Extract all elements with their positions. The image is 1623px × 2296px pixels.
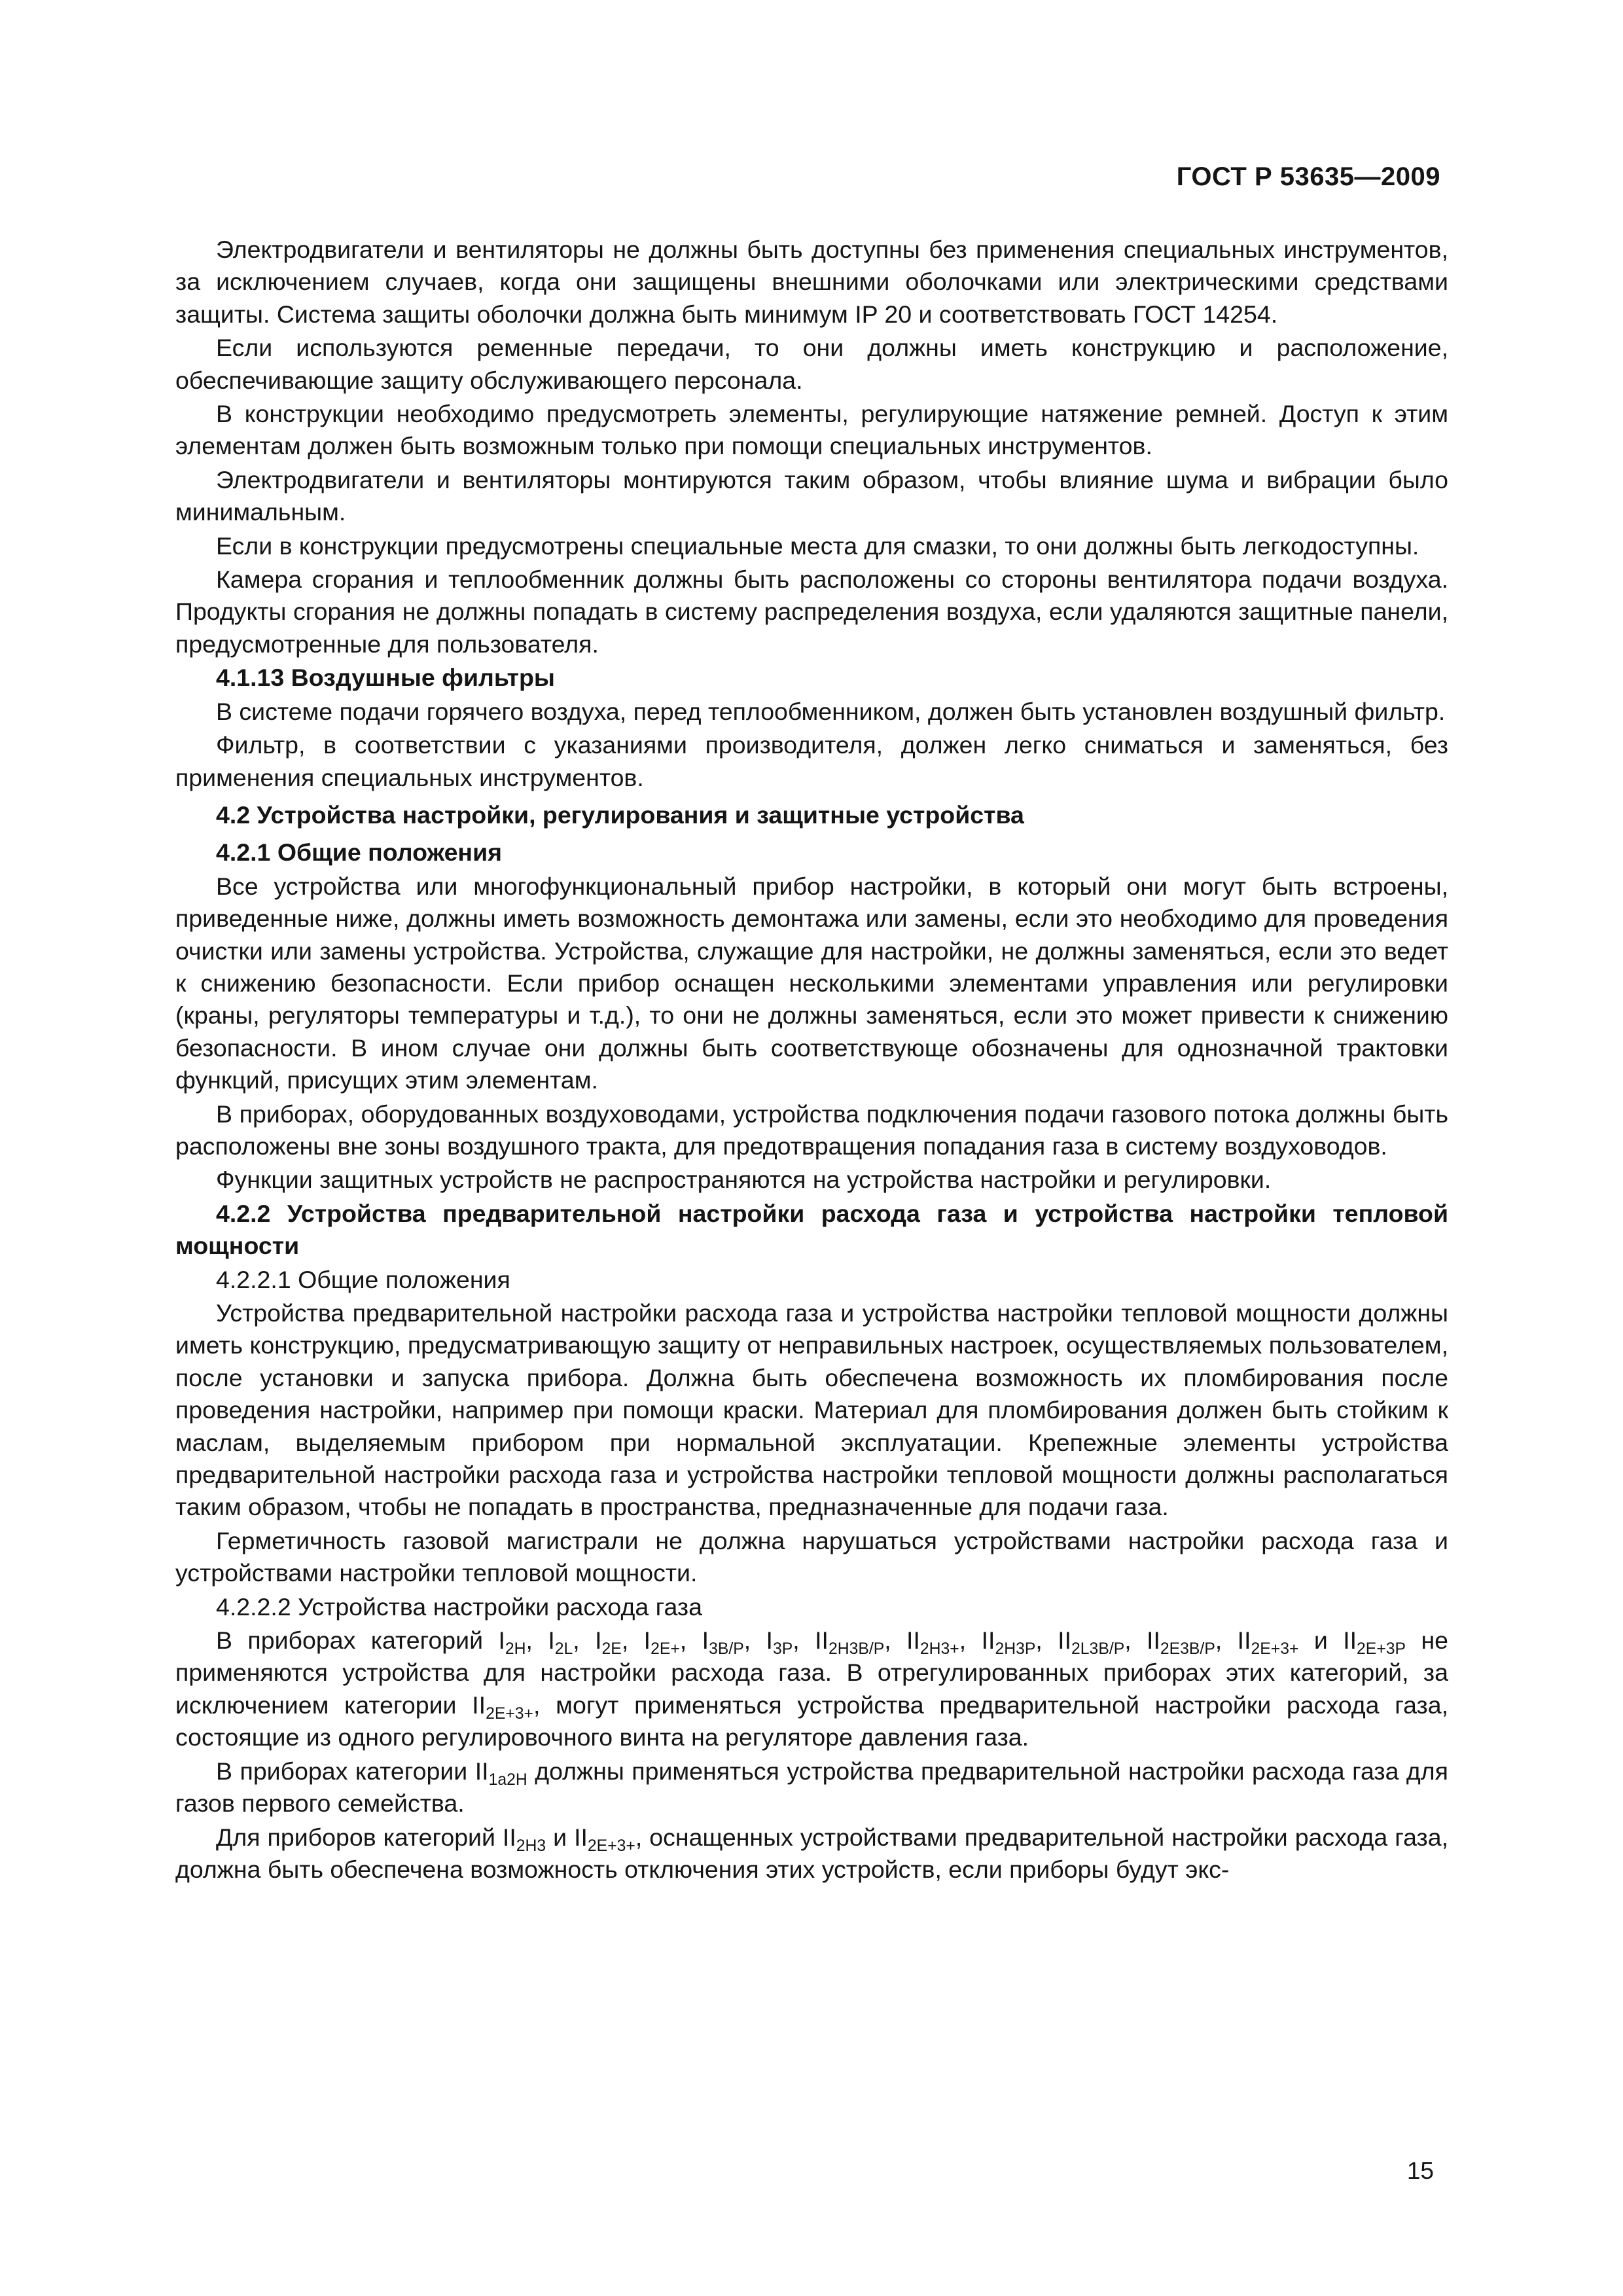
section-heading: 4.2.2 Устройства предварительной настройки расхода газа и устройства настройки тепловой мощности bbox=[175, 1199, 1448, 1260]
paragraph-with-subscripts: В приборах категорий $I_{2H}$, $I_{2L}$, $I_{2E}$, $I_{2E+}$, $I_{3B/P}$, $I_{3P}$, $II_{2H3B/P}$, $II_{2H3+}$, $II_{2H3P}$, $II_{2L3B/P}$, $II_{2E3B/P}$, $II_{2E+3+}$ и $II_{2E+3P}$ не применяются устройства для настройки расхода газа. В отрегулированных приборах этих категорий, за исключением категории $II_{2E+3+}$, могут применяться устройства предварительной настройки расхода газа, состоящие из одного регулировочного винта на регуляторе давления газа. bbox=[175, 1626, 1449, 1751]
paragraph: В конструкции необходимо предусмотреть элементы, регулирующие натяжение ремней. Доступ к этим элементам должен быть возможным только при помощи специальных инструментов. bbox=[175, 400, 1448, 460]
page-number: 15 bbox=[1406, 2157, 1434, 2184]
paragraph: Камера сгорания и теплообменник должны быть расположены со стороны вентилятора подачи воздуха. Продукты сгорания не должны попадать в систему распределения воздуха, если удаляются защитные панели, предусмотренные для пользователя. bbox=[175, 565, 1448, 658]
paragraph: Все устройства или многофункциональный прибор настройки, в который они могут быть встроены, приведенные ниже, должны иметь возможность демонтажа или замены, если это необходимо для проведения очистки или замены устройства. Устройства, служащие для настройки, не должны заменяться, если это ведет к снижению безопасности. Если прибор оснащен несколькими элементами управления или регулировки (краны, регуляторы температуры и т.д.), то они не должны заменяться, если это может привести к снижению безопасности. В ином случае они должны быть соответствующе обозначены для однозначной трактовки функций, присущих этим элементам. bbox=[175, 872, 1448, 1094]
paragraph-with-subscripts: В приборах категории $II_{1a2H}$ должны применяться устройства предварительной настройки расхода газа для газов первого семейства. bbox=[175, 1757, 1448, 1818]
paragraph: Если в конструкции предусмотрены специальные места для смазки, то они должны быть легкодоступны. bbox=[216, 531, 1419, 560]
paragraph: Герметичность газовой магистрали не должна нарушаться устройствами настройки расхода газа и устройствами настройки тепловой мощности. bbox=[175, 1526, 1448, 1587]
paragraph: Электродвигатели и вентиляторы монтируются таким образом, чтобы влияние шума и вибрации было минимальным. bbox=[175, 465, 1448, 526]
subsection-title: 4.2.2.2 Устройства настройки расхода газа bbox=[216, 1592, 702, 1621]
paragraph-with-subscripts: Для приборов категорий $II_{2H3}$ и $II_{2E+3+}$, оснащенных устройствами предварительной настройки расхода газа, должна быть обеспечена возможность отключения этих устройств, если приборы будут экс- bbox=[175, 1823, 1448, 1883]
paragraph: Электродвигатели и вентиляторы не должны быть доступны без применения специальных инструментов, за исключением случаев, когда они защищены внешними оболочками или электрическими средствами защиты. Система защиты оболочки должна быть минимум IP 20 и соответствовать ГОСТ 14254. bbox=[175, 236, 1448, 328]
paragraph: Фильтр, в соответствии с указаниями производителя, должен легко сниматься и заменяться, без применения специальных инструментов. bbox=[175, 731, 1448, 791]
paragraph: Функции защитных устройств не распространяются на устройства настройки и регулировки. bbox=[216, 1166, 1272, 1194]
subsection-title: 4.2.2.1 Общие положения bbox=[216, 1265, 510, 1293]
paragraph: В приборах, оборудованных воздуховодами, устройства подключения подачи газового потока должны быть расположены вне зоны воздушного тракта, для предотвращения попадания газа в систему воздуховодов. bbox=[175, 1100, 1448, 1160]
standard-designation: ГОСТ Р 53635—2009 bbox=[1176, 162, 1440, 191]
paragraph: Устройства предварительной настройки расхода газа и устройства настройки тепловой мощности должны иметь конструкцию, предусматривающую защиту от неправильных настроек, осуществляемых пользователем, после установки и запуска прибора. Должна быть обеспечена возможность их пломбирования после проведения настройки, например при помощи краски. Материал для пломбирования должен быть стойким к маслам, выделяемым прибором при нормальной эксплуатации. Крепежные элементы устройства предварительной настройки расхода газа и устройства настройки тепловой мощности должны располагаться таким образом, чтобы не попадать в пространства, предназначенные для подачи газа. bbox=[175, 1299, 1448, 1521]
section-heading: 4.2 Устройства настройки, регулирования и защитные устройства bbox=[216, 800, 1024, 829]
section-heading: 4.2.1 Общие положения bbox=[216, 838, 503, 867]
section-heading: 4.1.13 Воздушные фильтры bbox=[216, 664, 555, 692]
paragraph: Если используются ременные передачи, то они должны иметь конструкцию и расположение, обеспечивающие защиту обслуживающего персонала. bbox=[175, 334, 1448, 394]
document-body bbox=[175, 234, 1448, 1887]
paragraph: В системе подачи горячего воздуха, перед теплообменником, должен быть установлен воздушный фильтр. bbox=[216, 697, 1446, 725]
